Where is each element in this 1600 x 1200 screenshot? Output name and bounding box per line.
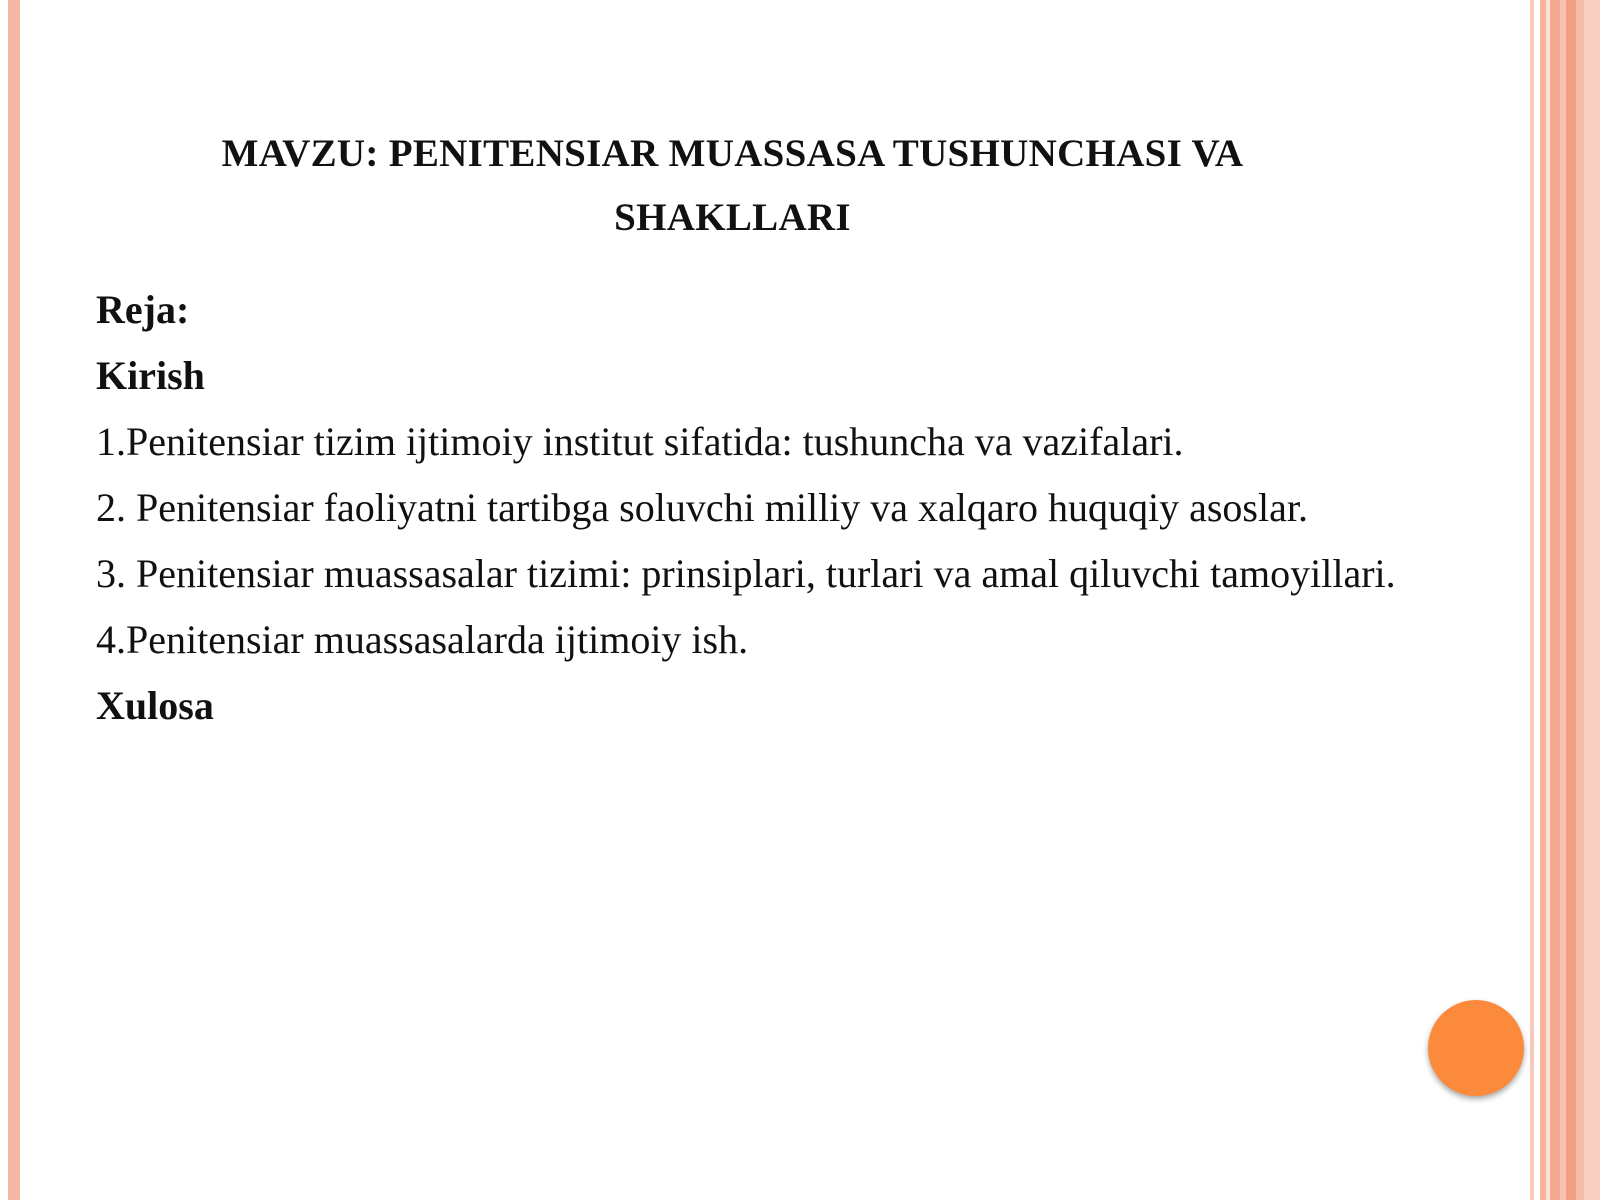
plan-item-4: 4.Penitensiar muassasalarda ijtimoiy ish.: [96, 617, 749, 662]
plan-item-2: 2. Penitensiar faoliyatni tartibga soluvchi milliy va xalqaro huquqiy asoslar.: [96, 485, 1308, 530]
conclusion-item: Xulosa: [96, 683, 214, 728]
left-border-decoration: [8, 0, 20, 1200]
plan-item-3: 3. Penitensiar muassasalar tizimi: prinsiplari, turlari va amal qiluvchi tamoyillari.: [96, 551, 1396, 596]
slide-body: [96, 283, 1396, 745]
plan-item-1: 1.Penitensiar tizim ijtimoiy institut sifatida: tushuncha va vazifalari.: [96, 419, 1184, 464]
intro-item: Kirish: [96, 353, 205, 398]
right-stripes-decoration: [1530, 0, 1600, 1200]
slide-title: MAVZU: PENITENSIAR MUASSASA TUSHUNCHASI VA SHAKLLARI: [221, 132, 1244, 239]
plan-heading: Reja:: [96, 287, 190, 332]
orange-circle-decoration: [1428, 1000, 1524, 1096]
